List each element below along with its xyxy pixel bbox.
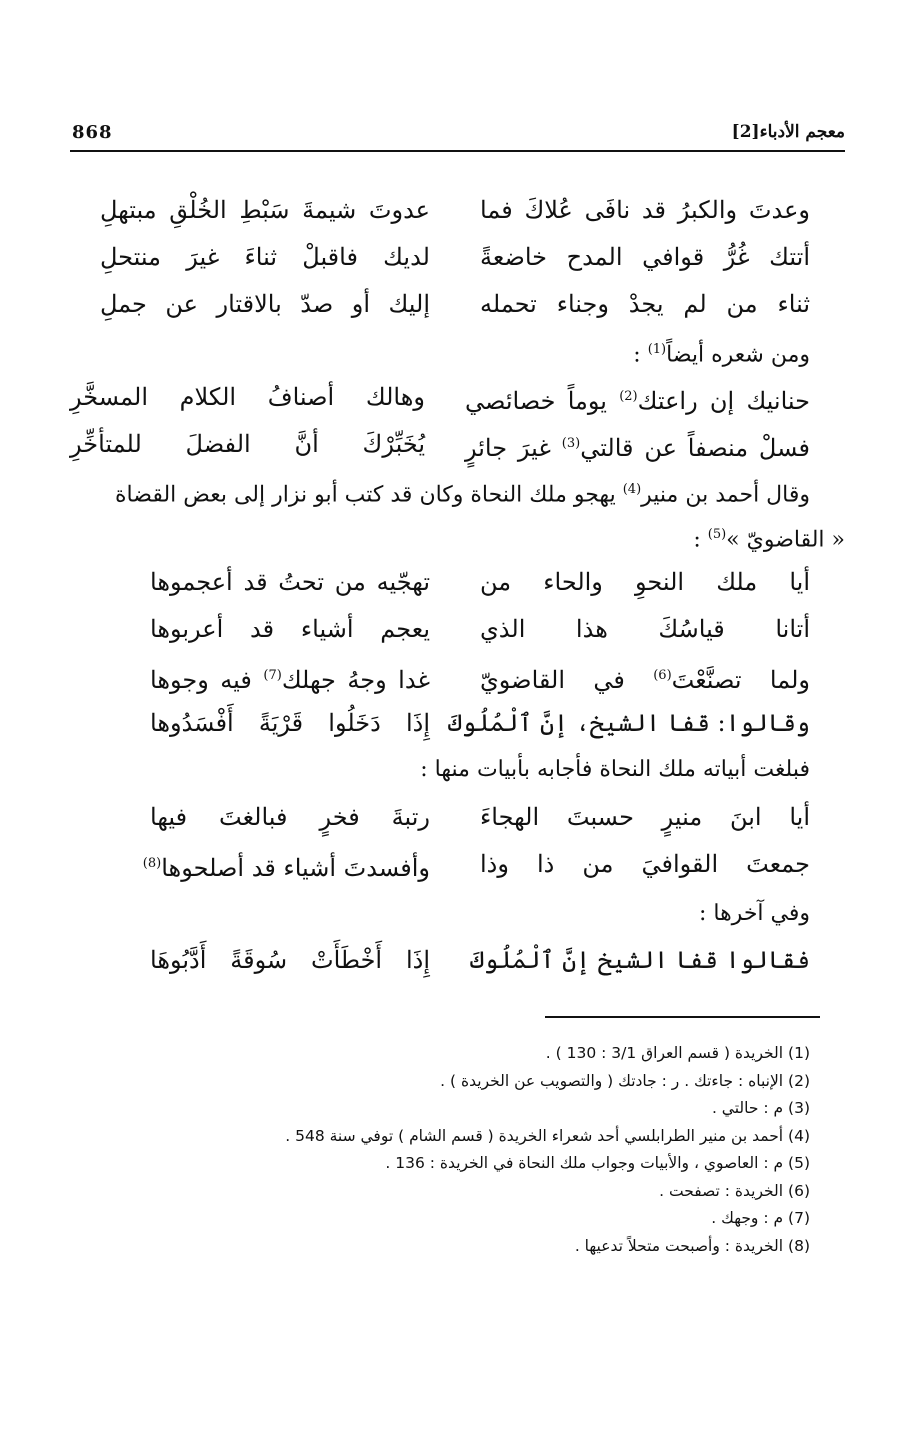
verse-second-hemistich: يُخَبِّرْكَ أنَّ الفضلَ للمتأخِّرِ <box>70 430 425 458</box>
verse-first-hemistich: حنانيك إن راعتك$^{(2)}$ يوماً خصائصي <box>465 387 810 415</box>
verse-first-hemistich: ولما تصنَّعْتَ$^{(6)}$ في القاضويّ <box>480 666 810 694</box>
verse-first-hemistich: فسلْ منصفاً عن قالتي$^{(3)}$ غيرَ جائرٍ <box>465 434 810 462</box>
page-number: 868 <box>72 122 113 143</box>
verse-second-hemistich: إليك أو صدّ بالاقتار عن جملِ <box>100 290 430 318</box>
verse-first-hemistich: وعدتَ والكبرُ قد نافَى عُلاكَ فما <box>480 196 810 224</box>
verse-line <box>100 797 810 837</box>
verse-line <box>100 844 810 884</box>
verse-first-hemistich: أيا ابنَ منيرٍ حسبتَ الهجاءَ <box>480 803 810 831</box>
prose-line: « القاضويّ »$^{(5)}$ : <box>693 527 845 553</box>
book-title: معجم الأدباء[2] <box>731 122 845 142</box>
footnote-item: (7) م : وجهك . <box>711 1209 810 1227</box>
footnotes <box>285 1040 810 1260</box>
verse-first-hemistich: ثناء من لم يجدْ وجناء تحمله <box>480 290 810 318</box>
verse-second-hemistich: يعجم أشياء قد أعربوها <box>150 615 430 643</box>
verse-second-hemistich: رتبةَ فخرٍ فبالغتَ فيها <box>150 803 430 831</box>
verse-line <box>100 562 810 602</box>
intro-line: ومن شعره أيضاً$^{(1)}$ : <box>633 342 810 368</box>
verse-second-hemistich: وأفسدتَ أشياء قد أصلحوها$^{(8)}$ <box>142 854 430 882</box>
footnote-item: (4) أحمد بن منير الطرابلسي أحد شعراء الخريدة ( قسم الشام ) توفي سنة 548 . <box>285 1126 810 1145</box>
verse-line <box>100 656 810 696</box>
footnote-item: (2) الإنباه : جاءتك . ر : جادتك ( والتصويب عن الخريدة ) . <box>440 1071 810 1090</box>
footnote-item: (3) م : حالتي . <box>711 1099 810 1117</box>
verse-second-hemistich: وهالك أصنافُ الكلام المسخَّرِ <box>70 383 425 411</box>
verse-line <box>100 237 810 277</box>
verse-line <box>100 940 810 980</box>
prose-line: وفي آخرها : <box>698 901 810 926</box>
verse-line <box>100 284 810 324</box>
verse-second-hemistich: إِذَا دَخَلُوا قَرْيَةً أَفْسَدُوها <box>150 709 430 737</box>
verse-second-hemistich: عدوتَ شيمةَ سَبْطِ الخُلْقِ مبتهلِ <box>100 196 430 224</box>
verse-line <box>100 703 810 743</box>
verse-line <box>70 377 810 417</box>
verse-first-hemistich: وقالوا: قفا الشيخ، إنَّ ٱلْمُلُوكَ <box>447 709 810 737</box>
verse-first-hemistich: جمعتَ القوافيَ من ذا وذا <box>480 850 810 878</box>
verse-second-hemistich: لديك فاقبلْ ثناءَ غيرَ منتحلِ <box>100 243 430 271</box>
footnote-item: (8) الخريدة : وأصبحت متحلاً تدعيها . <box>574 1236 810 1255</box>
footnote-divider <box>545 1016 820 1018</box>
verse-second-hemistich: تهجّيه من تحتُ قد أعجموها <box>150 568 430 596</box>
verse-line <box>70 424 810 464</box>
footnote-item: (6) الخريدة : تصفحت . <box>659 1181 810 1200</box>
verse-line <box>100 190 810 230</box>
verse-first-hemistich: أتتك غُرُّ قوافي المدح خاضعةً <box>480 243 810 271</box>
verse-second-hemistich: إِذَا أَخْطَأَتْ سُوقَةً أَدَّبُوهَا <box>150 946 430 974</box>
verse-first-hemistich: أيا ملك النحوِ والحاء من <box>480 568 810 596</box>
verse-line <box>100 609 810 649</box>
verse-first-hemistich: فقالوا قفا الشيخ إنَّ ٱلْمُلُوكَ <box>470 946 810 974</box>
verse-second-hemistich: غدا وجهُ جهلك$^{(7)}$ فيه وجوها <box>150 666 430 694</box>
prose-line: وقال أحمد بن منير$^{(4)}$ يهجو ملك النحاة وكان قد كتب أبو نزار إلى بعض القضاة <box>115 482 810 508</box>
footnote-item: (5) م : العاصوي ، والأبيات وجواب ملك النحاة في الخريدة : 136 . <box>385 1154 810 1172</box>
verse-first-hemistich: أتانا قياسُكَ هذا الذي <box>480 615 810 643</box>
footnote-item: (1) الخريدة ( قسم العراق 3/1 : 130 ) . <box>545 1044 810 1062</box>
page-header <box>70 120 845 152</box>
prose-line: فبلغت أبياته ملك النحاة فأجابه بأبيات منها : <box>420 757 810 782</box>
